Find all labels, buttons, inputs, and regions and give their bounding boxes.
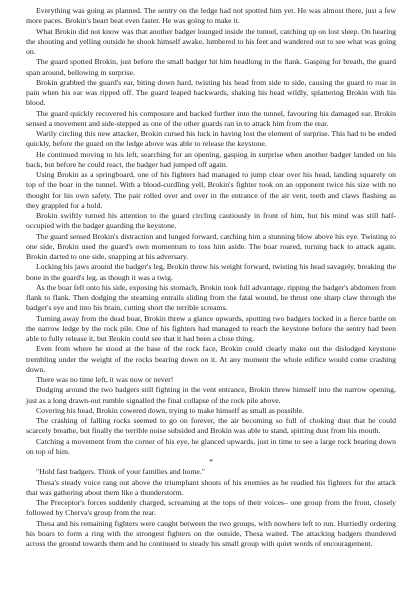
story-section-1 [26, 6, 396, 457]
paragraph: Catching a movement from the corner of his eye, he glanced upwards, just in time to see a large rock bearing down on top of him. [26, 436, 396, 456]
paragraph: Thesa and his remaining fighters were caught between the two groups, with nowhere left to run. Hurriedly ordering his boars to form a ring with the strongest fighters on the outside, Thesa waited. The attacking badgers thundered across the ground towards them and he continued to steady his small group with quiet words of encouragement. [26, 518, 396, 548]
paragraph: Covering his head, Brokin cowered down, trying to make himself as small as possible. [36, 405, 305, 415]
paragraph: He continued moving to his left, searching for an opening, gasping in surprise when another badger landed on his back, but before he could react, the badger had jumped off again. [26, 149, 396, 169]
document-page [26, 6, 396, 549]
paragraph: Brokin grabbed the guard's ear, biting down hard, twisting his head from side to side, causing the guard to roar in pain when his ear was ripped off. The guard leaped backwards, shaking his head wildly, splattering Brokin with his blood. [26, 77, 396, 108]
paragraph: Brokin swiftly turned his attention to the guard circling cautiously in front of him, but his mind was still half-occupied with the badger guarding the keystone. [26, 211, 396, 231]
paragraph: Warily circling this new attacker, Brokin cursed his luck in having lost the element of surprise. This had to be ended quickly, before the guard on the ledge above was able to release the keystone. [26, 129, 396, 149]
paragraph: As the boar fell onto his side, exposing his stomach, Brokin took full advantage, ripping the badger's abdomen from flank to flank. Then dodging the steaming entrails sliding from the fatal wound, he thrust one sharp claw through the badger's eye and into his brain, cutting short the terrible screams. [26, 282, 396, 313]
paragraph: Locking his jaws around the badger's leg, Brokin threw his weight forward, twisting his head savagely, breaking the bone in the guard's leg, as though it was a twig. [26, 262, 396, 282]
paragraph: Dodging around the two badgers still fighting in the vent entrance, Brokin threw himself into the narrow opening, just as a long drawn-out rumble signalled the final collapse of the rock pile above. [26, 385, 396, 405]
paragraph: The guard sensed Brokin's distraction and lunged forward, catching him a stunning blow above his eye. Twisting to one side, Brokin used the guard's own momentum to toss him aside. The boar roared, turning back to attack again. Brokin darted to one side, snapping at his adversary. [26, 231, 396, 261]
paragraph: The guard quickly recovered his composure and backed further into the tunnel, favouring his damaged ear. Brokin sensed a movement and side-stepped as one of the other guards ran in to attack him from the rear. [26, 108, 396, 128]
paragraph: The guard spotted Brokin, just before the small badger hit him headlong in the flank. Gasping for breath, the guard span around, bellowing in surprise. [26, 57, 396, 77]
paragraph: Even from where he stood at the base of the rock face, Brokin could clearly make out the dislodged keystone trembling under the weight of the rocks bearing down on it. At any moment the whole edifice would come crashing down. [26, 344, 396, 374]
paragraph: Thesa's steady voice rang out above the triumphant shouts of his enemies as he readied his fighters for the attack that was gathering about them like a thunderstorm. [26, 477, 396, 497]
paragraph: The crashing of falling rocks seemed to go on forever, the air becoming so full of choking dust that he could scarcely breathe, but finally the terrible noise subsided and Brokin was able to stand, spitting dust from his mouth. [26, 416, 396, 436]
paragraph: "Hold fast badgers. Think of your families and home." [36, 467, 205, 477]
story-section-2 [26, 467, 396, 549]
paragraph: There was no time left, it was now or never! [36, 375, 174, 384]
paragraph: Turning away from the dead boar, Brokin threw a glance upwards, spotting two badgers locked in a fierce battle on the narrow ledge by the rock pile. One of his fighters had managed to reach the keystone before the sentry had been able to fully release it, but Brokin could see that it had been a close thing. [26, 313, 396, 343]
scene-break-separator: * [209, 457, 213, 466]
paragraph: What Brokin did not know was that another badger lounged inside the tunnel, catching up on lost sleep. On hearing the shouting and yelling outside he shook himself awake, lumbered to his feet and wandered out to see what was going on. [26, 26, 396, 56]
paragraph: The Preceptor's forces suddenly charged, screaming at the tops of their voices– one group from the front, closely followed by Cherva's group from the rear. [26, 498, 396, 518]
paragraph: Everything was going as planned. The sentry on the ledge had not spotted him yet. He was almost there, just a few more paces. Brokin's heart beat even faster. He was going to make it. [26, 6, 396, 26]
paragraph: Using Brokin as a springboard, one of his fighters had managed to jump clear over his head, landing squarely on top of the boar in the tunnel. With a blood-curdling yell, Brokin's fighter took on an opponent twice his size with no thought for his own safety. The pair rolled over and over in the entrance of the air vent, teeth and claws flashing as they grappled for a hold. [26, 170, 396, 210]
